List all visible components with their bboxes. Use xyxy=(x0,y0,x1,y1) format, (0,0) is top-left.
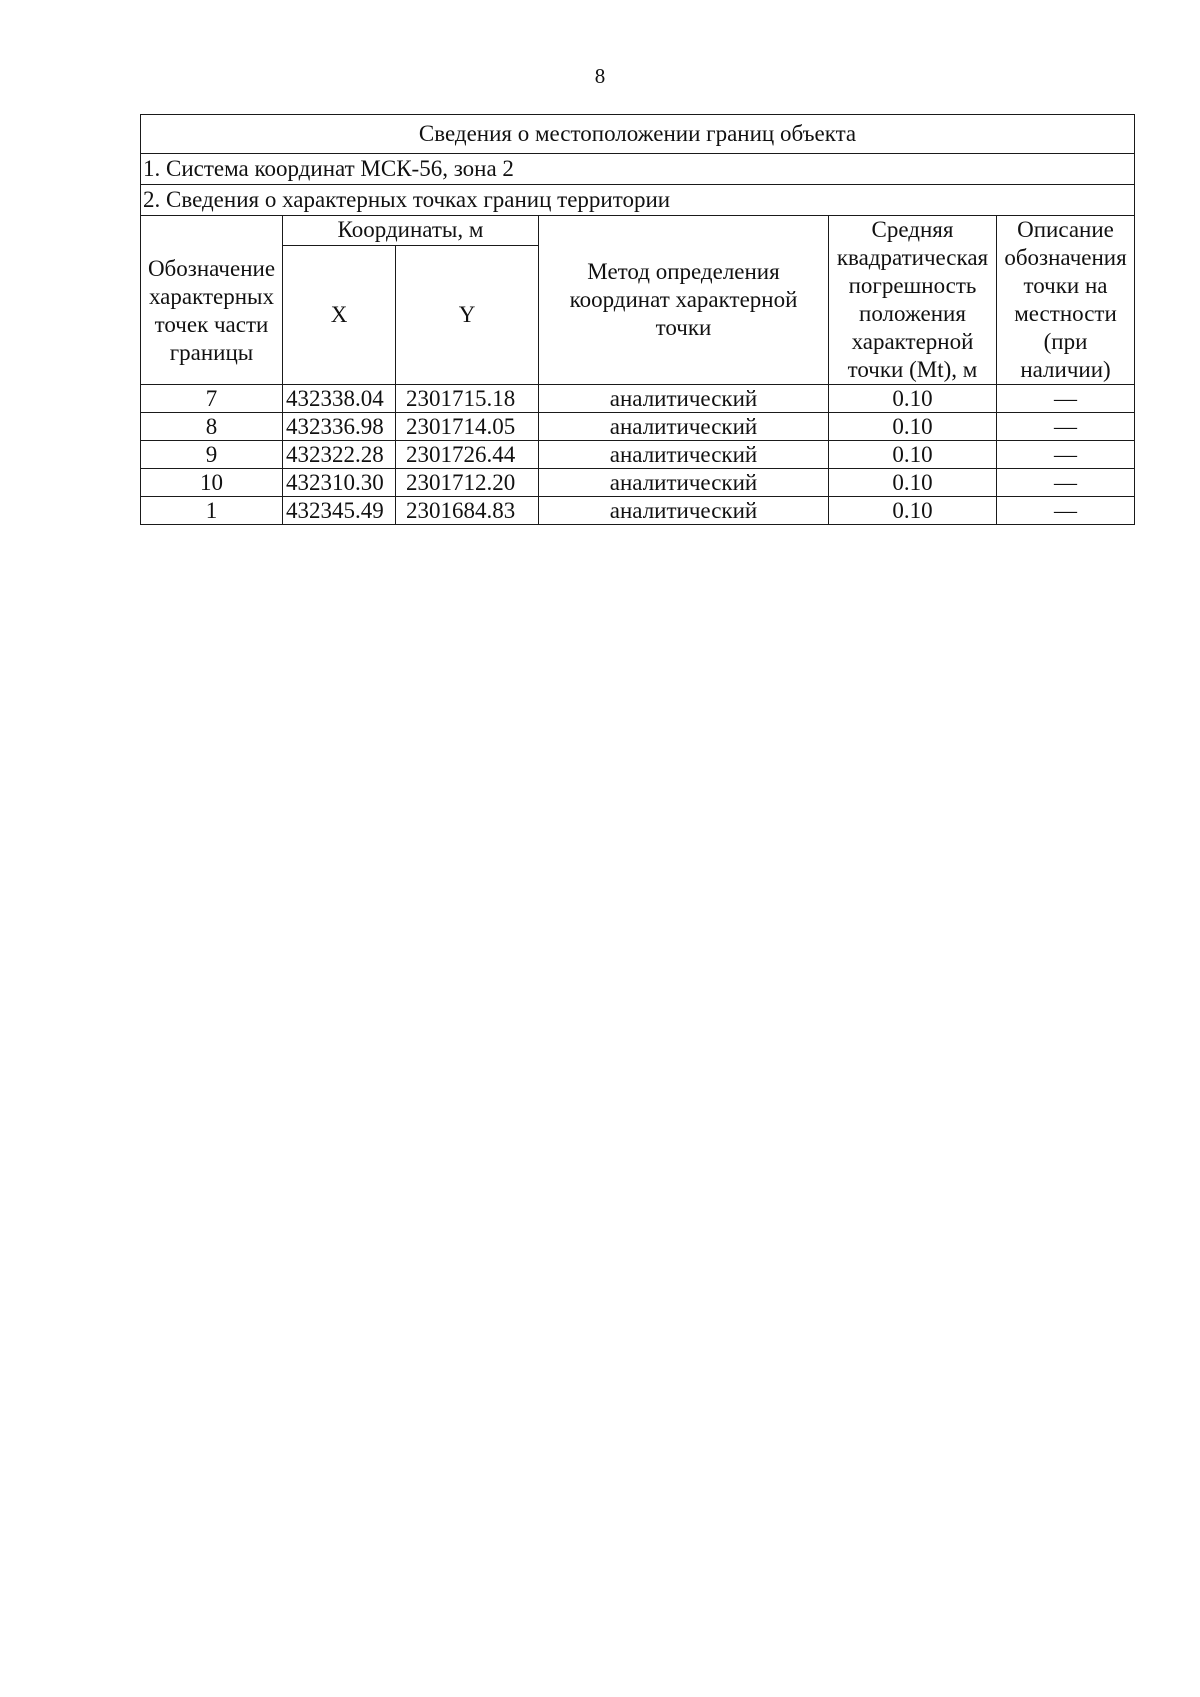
point-number: 1 xyxy=(141,497,283,525)
point-number: 8 xyxy=(141,413,283,441)
header-x: X xyxy=(283,245,396,384)
description-cell: — xyxy=(997,413,1135,441)
coord-y: 2301714.05 xyxy=(396,413,539,441)
method-cell: аналитический xyxy=(539,497,829,525)
table-row xyxy=(141,385,1135,413)
description-cell: — xyxy=(997,497,1135,525)
description-cell: — xyxy=(997,385,1135,413)
error-cell: 0.10 xyxy=(829,385,997,413)
table-row xyxy=(141,413,1135,441)
header-coordinates: Координаты, м xyxy=(283,216,539,246)
method-cell: аналитический xyxy=(539,413,829,441)
error-cell: 0.10 xyxy=(829,497,997,525)
section-row xyxy=(141,185,1135,216)
table-row xyxy=(141,497,1135,525)
method-cell: аналитический xyxy=(539,441,829,469)
description-cell: — xyxy=(997,469,1135,497)
coord-x: 432336.98 xyxy=(283,413,396,441)
coord-x: 432338.04 xyxy=(283,385,396,413)
point-number: 9 xyxy=(141,441,283,469)
description-cell: — xyxy=(997,441,1135,469)
table-row xyxy=(141,469,1135,497)
points-heading: 2. Сведения о характерных точках границ территории xyxy=(141,185,1135,216)
header-description: Описание обозначения точки на местности (при наличии) xyxy=(997,216,1135,385)
header-y: Y xyxy=(396,245,539,384)
table-title: Сведения о местоположении границ объекта xyxy=(141,115,1135,154)
point-number: 7 xyxy=(141,385,283,413)
coord-x: 432310.30 xyxy=(283,469,396,497)
method-cell: аналитический xyxy=(539,469,829,497)
header-method: Метод определения координат характерной точки xyxy=(539,216,829,385)
header-row xyxy=(141,216,1135,246)
page-number: 8 xyxy=(594,64,606,88)
method-cell: аналитический xyxy=(539,385,829,413)
coord-x: 432322.28 xyxy=(283,441,396,469)
error-cell: 0.10 xyxy=(829,413,997,441)
coord-y: 2301684.83 xyxy=(396,497,539,525)
table-row xyxy=(141,441,1135,469)
error-cell: 0.10 xyxy=(829,469,997,497)
error-cell: 0.10 xyxy=(829,441,997,469)
coord-y: 2301726.44 xyxy=(396,441,539,469)
section-row xyxy=(141,154,1135,185)
boundary-table xyxy=(140,114,1135,525)
header-error: Средняя квадратическая погрешность положения характерной точки (Mt), м xyxy=(829,216,997,385)
point-number: 10 xyxy=(141,469,283,497)
coord-y: 2301715.18 xyxy=(396,385,539,413)
coord-y: 2301712.20 xyxy=(396,469,539,497)
coordinate-system: 1. Система координат МСК-56, зона 2 xyxy=(141,154,1135,185)
table-title-row xyxy=(141,115,1135,154)
header-point-designation: Обозначение характерных точек части границы xyxy=(141,216,283,385)
coord-x: 432345.49 xyxy=(283,497,396,525)
